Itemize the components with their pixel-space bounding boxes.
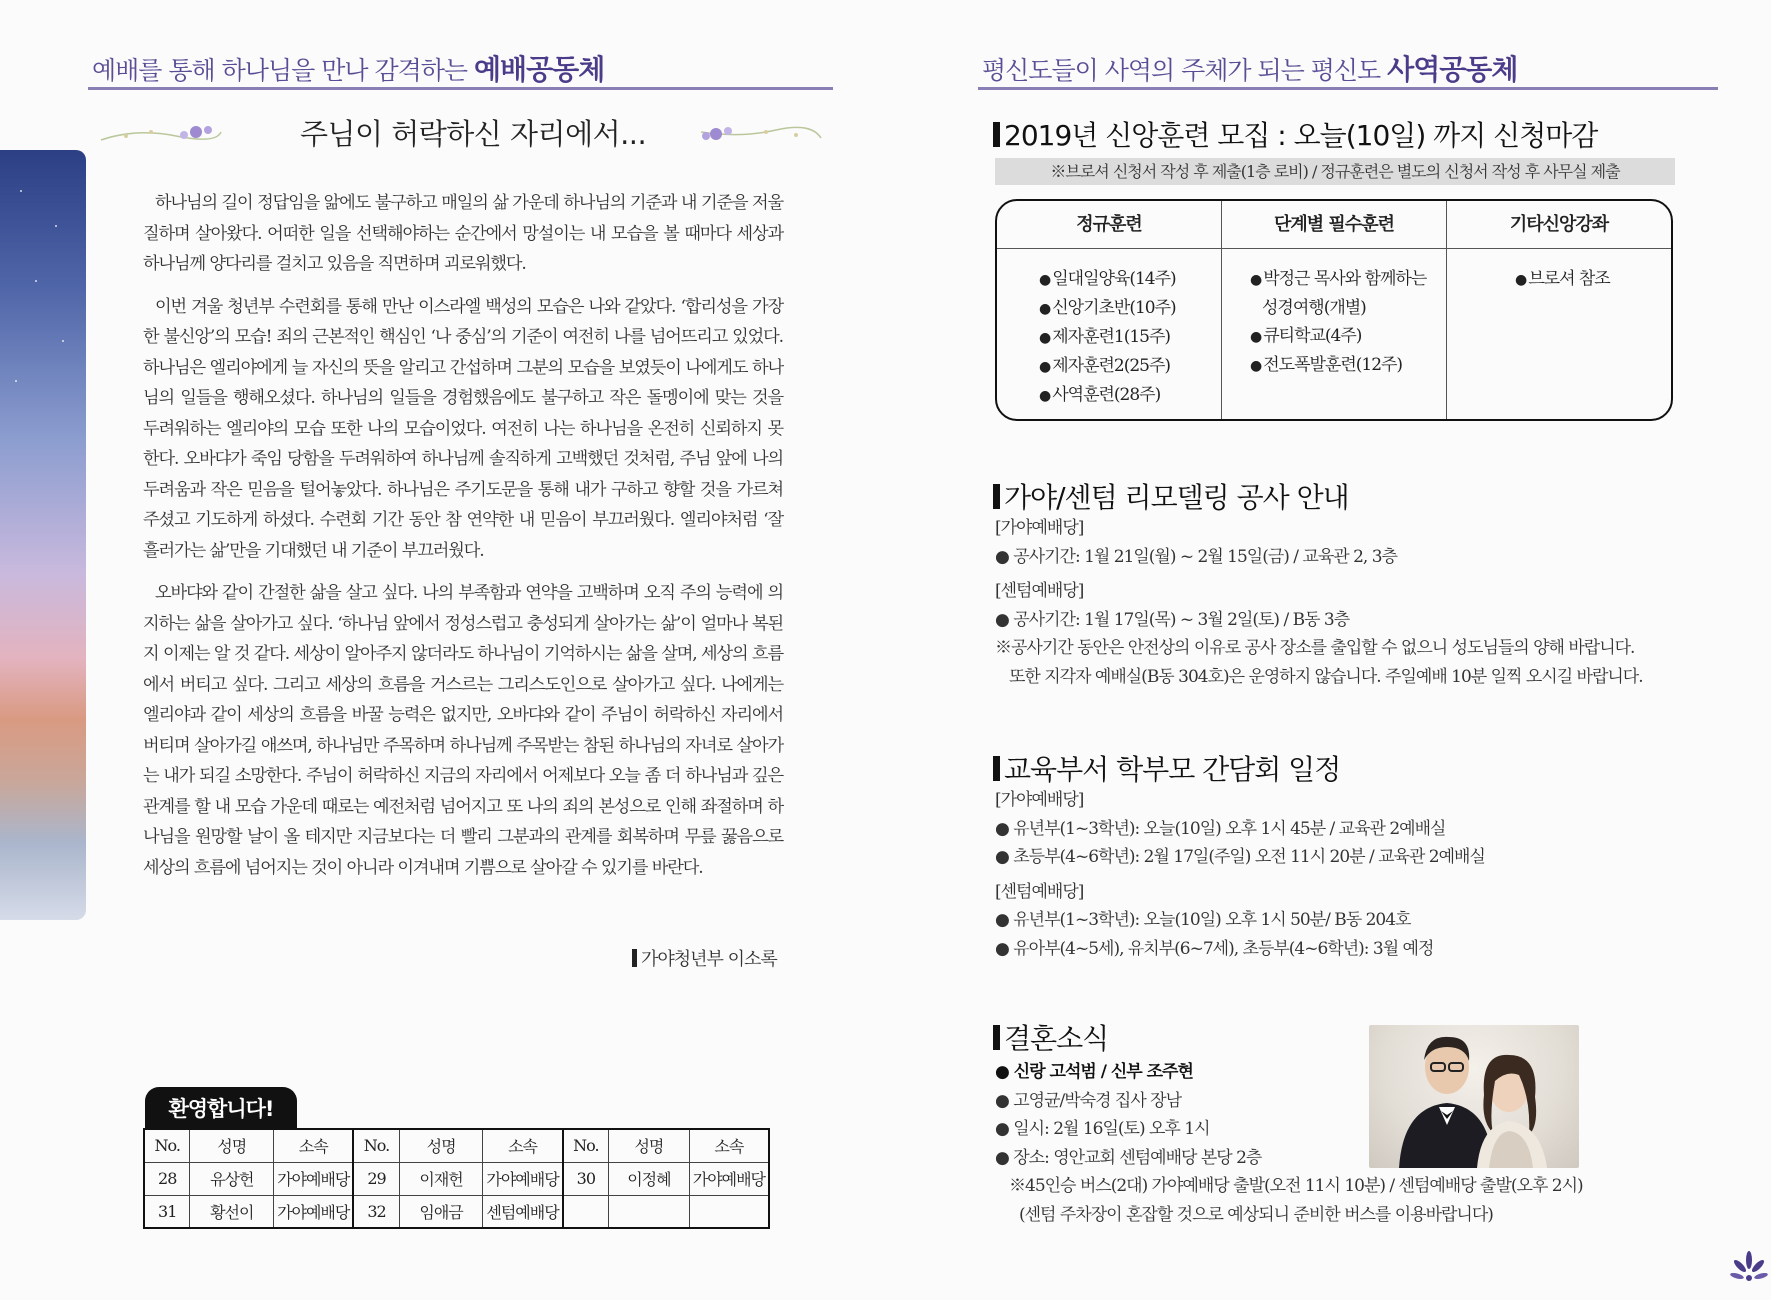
wedding-date: ● 일시: 2월 16일(토) 오후 1시 xyxy=(995,1119,1210,1139)
column-title: 기타신앙강좌 xyxy=(1447,201,1671,249)
heading-bar-icon xyxy=(993,756,1000,781)
wedding-parents: ● 고영균/박숙경 집사 장남 xyxy=(995,1090,1182,1111)
training-note: ※브로셔 신청서 작성 후 제출(1층 로비) / 정규훈련은 별도의 신청서 작성 후 사무실 제출 xyxy=(995,158,1675,185)
heading-bar-icon xyxy=(993,122,1000,147)
table-cell: 가야예배당 xyxy=(274,1162,354,1195)
remodel-note: 또한 지각자 예배실(B동 304호)은 운영하지 않습니다. 주일예배 10분 일찍 오시길 바랍니다. xyxy=(1009,666,1643,687)
byline-text: 가야청년부 이소록 xyxy=(641,949,777,970)
list-item: ● 전도폭발훈련(12주) xyxy=(1250,355,1403,375)
table-cell: 29 xyxy=(353,1162,399,1195)
bullet-icon: ● xyxy=(995,609,1014,630)
bullet-icon: ● xyxy=(995,818,1014,839)
training-list xyxy=(1222,249,1446,380)
list-item: ● 사역훈련(28주) xyxy=(1039,385,1161,405)
left-section-title-prefix: 예배를 통해 하나님을 만나 감격하는 xyxy=(92,56,474,85)
bullet-icon: ● xyxy=(995,1090,1014,1111)
wedding-heading xyxy=(993,1017,1108,1057)
remodel-gaya-line: ● 공사기간: 1월 21일(월) ~ 2월 15일(금) / 교육관 2, 3층 xyxy=(995,546,1397,567)
welcome-tab: 환영합니다! xyxy=(145,1087,297,1129)
header-cell: 성명 xyxy=(399,1129,483,1162)
bullet-icon: ● xyxy=(1039,330,1051,346)
remodel-heading xyxy=(993,476,1349,516)
training-column-regular xyxy=(997,201,1222,419)
header-cell: No. xyxy=(353,1129,399,1162)
bullet-icon: ● xyxy=(995,938,1014,959)
parents-gaya-label: [가야예배당] xyxy=(995,790,1084,810)
training-list xyxy=(1447,249,1671,294)
right-section-header xyxy=(978,48,1718,90)
table-cell xyxy=(689,1195,769,1228)
list-item: ● 유아부(4~5세), 유치부(6~7세), 초등부(4~6학년): 3월 예정 xyxy=(995,938,1434,959)
bullet-icon: ● xyxy=(1039,272,1051,288)
remodel-centum-line: ● 공사기간: 1월 17일(목) ~ 3월 2일(토) / B동 3층 xyxy=(995,609,1350,630)
article-paragraph: 이번 겨울 청년부 수련회를 통해 만난 이스라엘 백성의 모습은 나와 같았다. ‘합리성을 가장한 불신앙’의 모습! 죄의 근본적인 핵심인 ‘나 중심’의 기준이 여전히 나를 넘어뜨리고 있었다. 하나님은 엘리야에게 늘 자신의 뜻을 알리고 간섭하며 그분의 모습을 보였듯이 나에게도 하나님의 일들을 행해오셨다. 하나님의 일들을 경험했음에도 불구하고 작은 돌멩이에 맞는 것을 두려워하는 엘리야의 모습 또한 나의 모습이었다. 여전히 나는 하나님을 온전히 신뢰하지 못한다. 오바댜가 죽임 당함을 두려워하여 하나님께 솔직하게 고백했던 것처럼, 주님 앞에 나의 두려움과 작은 믿음을 털어놓았다. 하나님은 주기도문을 통해 내가 구하고 향할 것을 가르쳐주셨고 기도하게 하셨다. 수련회 기간 동안 참 연약한 내 믿음이 부끄러웠다. 엘리야처럼 ‘잘 흘러가는 삶’만을 기대했던 내 기준이 부끄러웠다. xyxy=(143,296,783,561)
table-cell: 31 xyxy=(144,1195,190,1228)
training-heading-text: 2019년 신앙훈련 모집 : 오늘(10일) 까지 신청마감 xyxy=(1004,119,1598,152)
wedding-heading-text: 결혼소식 xyxy=(1004,1022,1109,1055)
bullet-icon: ● xyxy=(1039,359,1051,375)
table-cell: 가야예배당 xyxy=(274,1195,354,1228)
list-item: ● 제자훈련1(15주) xyxy=(1039,327,1171,347)
header-cell: 소속 xyxy=(689,1129,769,1162)
list-item: 성경여행(개별) xyxy=(1262,298,1366,318)
list-item: ● 초등부(4~6학년): 2월 17일(주일) 오전 11시 20분 / 교육관 2예배실 xyxy=(995,847,1485,867)
training-list xyxy=(997,249,1221,410)
bullet-icon: ● xyxy=(1250,329,1262,345)
list-item: ● 유년부(1~3학년): 오늘(10일) 오후 1시 50분/ B동 204호 xyxy=(995,910,1411,930)
remodel-heading-text: 가야/센텀 리모델링 공사 안내 xyxy=(1004,481,1349,514)
article-paragraph: 하나님의 길이 정답임을 앎에도 불구하고 매일의 삶 가운데 하나님의 기준과 내 기준을 저울질하며 살아왔다. 어떠한 일을 선택해야하는 순간에서 망설이는 내 모습을 볼 때마다 세상과 하나님께 양다리를 걸치고 있음을 직면하며 괴로워했다. xyxy=(143,193,783,274)
bullet-icon: ● xyxy=(1039,301,1051,317)
parents-centum-label: [센텀예배당] xyxy=(995,881,1084,902)
right-section-title-bold: 사역공동체 xyxy=(1387,53,1518,86)
wedding-photo xyxy=(1369,1025,1579,1168)
bullet-icon: ● xyxy=(1039,388,1051,404)
training-column-other xyxy=(1447,201,1671,419)
header-cell: 성명 xyxy=(609,1129,690,1162)
table-cell: 유상헌 xyxy=(190,1162,274,1195)
table-cell: 센텀예배당 xyxy=(483,1195,563,1228)
bullet-icon: ● xyxy=(995,1147,1014,1168)
byline-bar-icon xyxy=(632,949,637,967)
list-item: ● 일대일양육(14주) xyxy=(1039,269,1176,289)
table-cell: 30 xyxy=(563,1162,609,1195)
welcome-table xyxy=(143,1128,770,1229)
training-column-stage xyxy=(1222,201,1447,419)
wedding-bus-note: ※45인승 버스(2대) 가야예배당 출발(오전 11시 10분) / 센텀예배당 출발(오후 2시) xyxy=(1009,1176,1583,1196)
right-section-title-prefix: 평신도들이 사역의 주체가 되는 평신도 xyxy=(982,56,1388,85)
article-title: 주님이 허락하신 자리에서... xyxy=(300,117,647,151)
table-cell: 이정혜 xyxy=(609,1162,690,1195)
table-cell: 가야예배당 xyxy=(689,1162,769,1195)
wedding-couple: ● 신랑 고석범 / 신부 조주현 xyxy=(995,1062,1193,1082)
left-section-header xyxy=(88,48,833,90)
left-section-title-bold: 예배공동체 xyxy=(474,53,605,86)
table-row xyxy=(144,1162,769,1195)
remodel-gaya-label: [가야예배당] xyxy=(995,518,1084,538)
training-heading xyxy=(993,114,1597,154)
bullet-icon: ● xyxy=(995,1062,1014,1082)
sidebar-decorative-image xyxy=(0,150,86,920)
list-item: ● 큐티학교(4주) xyxy=(1250,326,1362,346)
header-cell: 소속 xyxy=(274,1129,354,1162)
bullet-icon: ● xyxy=(995,910,1014,930)
header-cell: No. xyxy=(563,1129,609,1162)
table-row xyxy=(144,1195,769,1228)
list-item: ● 박정근 목사와 함께하는 xyxy=(1250,269,1427,289)
corner-flower-icon xyxy=(1730,1250,1768,1288)
table-cell: 이재헌 xyxy=(399,1162,483,1195)
remodel-centum-label: [센텀예배당] xyxy=(995,581,1084,601)
header-cell: No. xyxy=(144,1129,190,1162)
parents-heading-text: 교육부서 학부모 간담회 일정 xyxy=(1004,753,1341,786)
welcome-table-header-row xyxy=(144,1129,769,1162)
article-paragraph: 오바댜와 같이 간절한 삶을 살고 싶다. 나의 부족함과 연약을 고백하며 오직 주의 능력에 의지하는 삶을 살아가고 싶다. ‘하나님 앞에서 정성스럽고 충성되게 살아가는 삶’이 얼마나 복된지 이제는 알 것 같다. 세상이 알아주지 않더라도 하나님이 기억하시는 삶을 살며, 세상의 흐름에서 버티고 싶다. 그리고 세상의 흐름을 거스르는 그리스도인으로 살아가고 싶다. 나에게는 엘리야과 같이 세상의 흐름을 바꿀 능력은 없지만, 오바댜와 같이 주님이 허락하신 자리에서 버티며 살아가길 애쓰며, 하나님만 주목하며 하나님께 주목받는 참된 하나님의 자녀로 살아가는 내가 되길 소망한다. 주님이 허락하신 지금의 자리에서 어제보다 오늘 좀 더 하나님과 깊은 관계를 할 내 모습 가운데 때로는 예전처럼 넘어지고 또 나의 죄의 본성으로 인해 좌절하며 하나님을 원망할 날이 올 테지만 지금보다는 더 빨리 그분과의 관계를 회복하며 무릎 꿇음으로 세상의 흐름에 넘어지는 것이 아니라 이겨내며 기쁨으로 살아갈 수 있기를 바란다. xyxy=(143,583,783,878)
wedding-place: ● 장소: 영안교회 센텀예배당 본당 2층 xyxy=(995,1147,1262,1168)
list-item: ● 제자훈련2(25주) xyxy=(1039,356,1171,376)
heading-bar-icon xyxy=(993,484,1000,509)
flower-decoration-right-icon xyxy=(696,118,826,148)
article-body xyxy=(143,188,783,895)
table-cell: 32 xyxy=(353,1195,399,1228)
parents-block xyxy=(995,786,1485,963)
heading-bar-icon xyxy=(993,1025,1000,1050)
bullet-icon: ● xyxy=(995,1119,1014,1139)
remodel-block xyxy=(995,514,1643,691)
list-item: ● 브로셔 참조 xyxy=(1515,269,1610,289)
bullet-icon: ● xyxy=(995,546,1014,567)
bullet-icon: ● xyxy=(995,847,1014,867)
table-cell: 황선이 xyxy=(190,1195,274,1228)
table-cell xyxy=(563,1195,609,1228)
training-table xyxy=(995,199,1673,421)
column-title: 단계별 필수훈련 xyxy=(1222,201,1446,249)
table-cell: 임애금 xyxy=(399,1195,483,1228)
table-cell: 28 xyxy=(144,1162,190,1195)
parents-heading xyxy=(993,748,1340,788)
remodel-note: ※공사기간 동안은 안전상의 이유로 공사 장소를 출입할 수 없으니 성도님들의 양해 바랍니다. xyxy=(995,638,1635,658)
article-byline xyxy=(632,945,777,971)
header-cell: 소속 xyxy=(483,1129,563,1162)
bullet-icon: ● xyxy=(1250,358,1262,374)
table-cell: 가야예배당 xyxy=(483,1162,563,1195)
list-item: ● 신앙기초반(10주) xyxy=(1039,298,1176,318)
column-title: 정규훈련 xyxy=(997,201,1221,249)
bullet-icon: ● xyxy=(1515,272,1527,288)
table-cell xyxy=(609,1195,690,1228)
wedding-bus-note: (센텀 주차장이 혼잡할 것으로 예상되니 준비한 버스를 이용바랍니다) xyxy=(1019,1204,1493,1225)
bullet-icon: ● xyxy=(1250,272,1262,288)
header-cell: 성명 xyxy=(190,1129,274,1162)
flower-decoration-left-icon xyxy=(96,118,226,148)
list-item: ● 유년부(1~3학년): 오늘(10일) 오후 1시 45분 / 교육관 2예배실 xyxy=(995,818,1446,839)
